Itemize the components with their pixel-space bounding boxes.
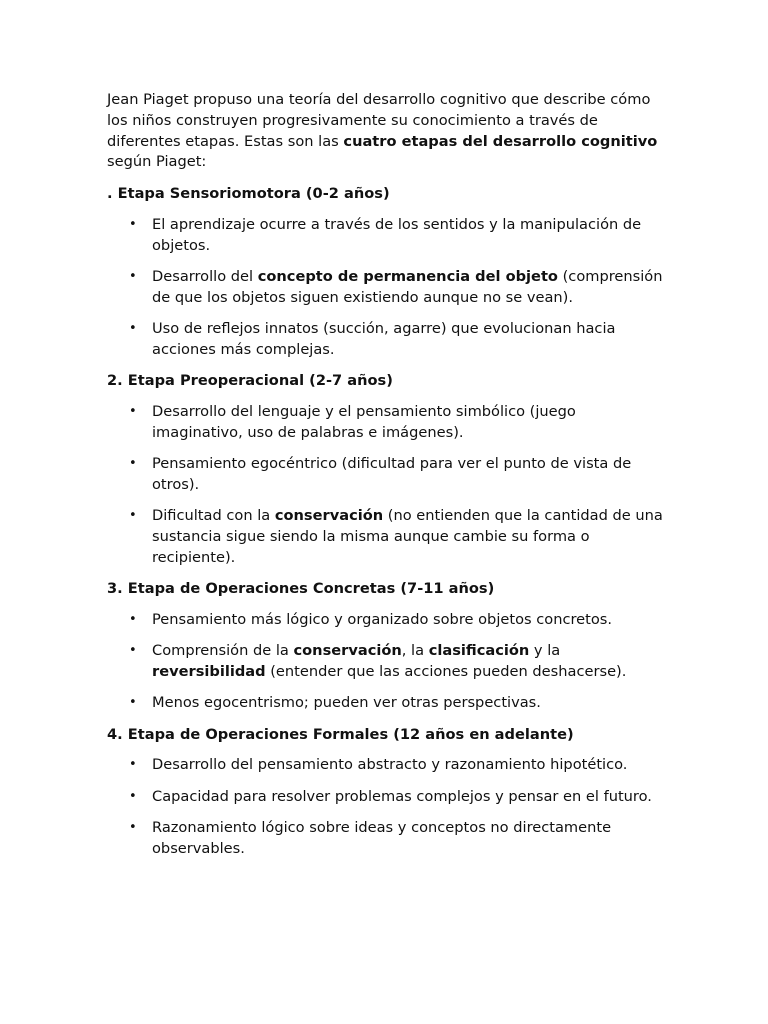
list-item: • Uso de reflejos innatos (succión, agarre) que evolucionan hacia acciones más complejas. — [129, 320, 616, 358]
bullet-icon: • — [129, 456, 137, 472]
list-item: • Capacidad para resolver problemas complejos y pensar en el futuro. — [107, 787, 668, 808]
list-item: • Dificultad con la conservación (no entienden que la cantidad de una sustancia sigue siendo la misma aunque cambie su forma o recipiente). — [129, 507, 663, 566]
bullet-icon: • — [129, 695, 137, 711]
section-heading-preoperacional: 2. Etapa Preoperacional (2-7 años) — [107, 372, 393, 390]
list-item: • Pensamiento egocéntrico (dificultad para ver el punto de vista de otros). — [129, 455, 632, 493]
section-list-sensoriomotora — [107, 215, 668, 361]
intro-text-end: según Piaget: — [107, 153, 207, 171]
bullet-icon: • — [129, 757, 137, 773]
list-item: • Desarrollo del lenguaje y el pensamiento simbólico (juego imaginativo, uso de palabras e imágenes). — [129, 403, 576, 441]
section-list-operaciones-formales — [107, 755, 668, 859]
list-item: • Desarrollo del pensamiento abstracto y razonamiento hipotético. — [107, 755, 668, 776]
bullet-icon: • — [129, 820, 137, 836]
list-item: • Comprensión de la conservación, la clasificación y la reversibilidad (entender que las acciones pueden deshacerse). — [129, 642, 627, 681]
bullet-icon: • — [129, 643, 137, 659]
intro-text: Jean Piaget propuso una teoría del desarrollo cognitivo que describe cómo los niños construyen progresivamente su conocimiento a través de diferentes etapas. Estas son las — [107, 91, 651, 150]
section-heading-operaciones-formales: 4. Etapa de Operaciones Formales (12 años en adelante) — [107, 725, 574, 743]
bullet-icon: • — [129, 788, 137, 804]
bullet-icon: • — [129, 216, 137, 232]
bullet-icon: • — [129, 321, 137, 337]
section-list-preoperacional — [107, 402, 668, 569]
bullet-icon: • — [129, 508, 137, 524]
list-item: • Menos egocentrismo; pueden ver otras perspectivas. — [107, 693, 668, 714]
list-item: • El aprendizaje ocurre a través de los sentidos y la manipulación de objetos. — [129, 215, 642, 254]
intro-bold-text: cuatro etapas del desarrollo cognitivo — [343, 132, 658, 150]
section-heading-sensoriomotora: . Etapa Sensoriomotora (0-2 años) — [107, 185, 390, 203]
bullet-icon: • — [129, 404, 137, 420]
bullet-icon: • — [129, 269, 137, 285]
list-item: • Razonamiento lógico sobre ideas y conceptos no directamente observables. — [129, 819, 612, 857]
bullet-icon: • — [129, 611, 137, 627]
section-heading-operaciones-concretas: 3. Etapa de Operaciones Concretas (7-11 años) — [107, 580, 495, 598]
list-item: • Desarrollo del concepto de permanencia del objeto (comprensión de que los objetos siguen existiendo aunque no se vean). — [129, 268, 663, 306]
list-item: • Pensamiento más lógico y organizado sobre objetos concretos. — [107, 610, 668, 631]
section-list-operaciones-concretas — [107, 610, 668, 714]
intro-paragraph — [107, 90, 668, 173]
